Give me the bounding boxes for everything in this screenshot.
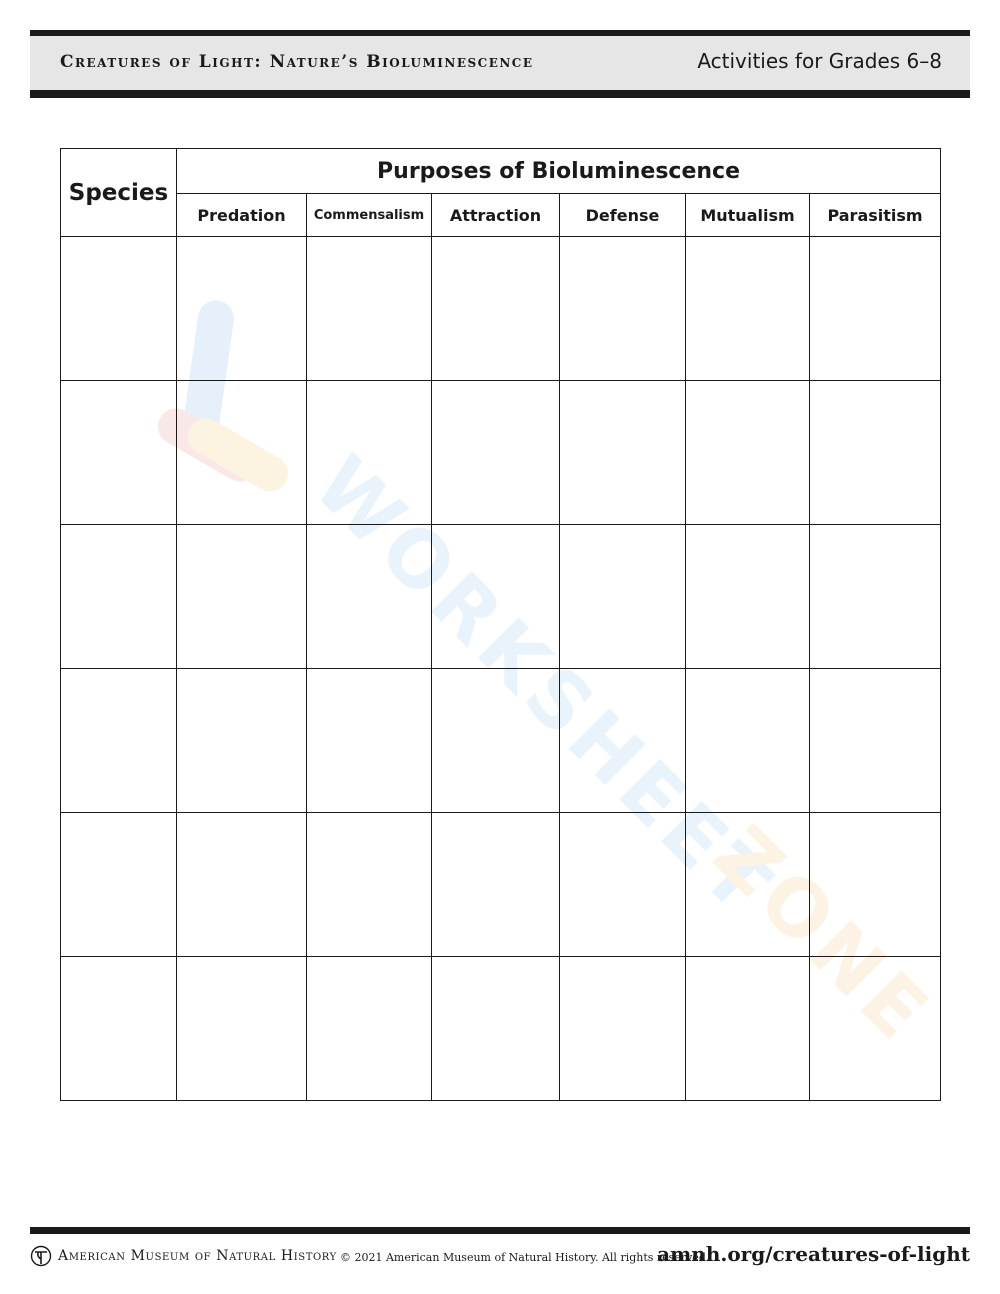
table-row	[61, 957, 941, 1101]
table-row	[61, 237, 941, 381]
answer-cell[interactable]	[432, 669, 560, 813]
answer-cell[interactable]	[177, 957, 307, 1101]
species-cell[interactable]	[61, 669, 177, 813]
answer-cell[interactable]	[560, 957, 686, 1101]
column-header-parasitism: Parasitism	[810, 194, 941, 237]
answer-cell[interactable]	[432, 381, 560, 525]
species-cell[interactable]	[61, 381, 177, 525]
answer-cell[interactable]	[432, 237, 560, 381]
answer-cell[interactable]	[560, 813, 686, 957]
answer-cell[interactable]	[810, 525, 941, 669]
answer-cell[interactable]	[307, 669, 432, 813]
column-header-mutualism: Mutualism	[686, 194, 810, 237]
page-header	[30, 30, 970, 98]
answer-cell[interactable]	[177, 237, 307, 381]
answer-cell[interactable]	[307, 813, 432, 957]
column-header-defense: Defense	[560, 194, 686, 237]
species-header: Species	[61, 149, 177, 237]
table-body	[61, 237, 941, 1101]
header-title: Creatures of Light: Nature’s Bioluminescence	[60, 52, 534, 72]
header-grade: Activities for Grades 6–8	[697, 49, 942, 73]
answer-cell[interactable]	[686, 669, 810, 813]
column-header-predation: Predation	[177, 194, 307, 237]
answer-cell[interactable]	[177, 381, 307, 525]
answer-cell[interactable]	[177, 669, 307, 813]
answer-cell[interactable]	[686, 525, 810, 669]
answer-cell[interactable]	[810, 381, 941, 525]
answer-cell[interactable]	[560, 381, 686, 525]
answer-cell[interactable]	[686, 813, 810, 957]
answer-cell[interactable]	[307, 237, 432, 381]
copyright-notice: © 2021 American Museum of Natural History. All rights reserved.	[340, 1251, 710, 1264]
answer-cell[interactable]	[177, 813, 307, 957]
website-link[interactable]: amnh.org/creatures-of-light	[657, 1242, 970, 1266]
answer-cell[interactable]	[810, 669, 941, 813]
answer-cell[interactable]	[432, 813, 560, 957]
answer-cell[interactable]	[810, 957, 941, 1101]
table-row	[61, 813, 941, 957]
species-cell[interactable]	[61, 525, 177, 669]
table-row	[61, 525, 941, 669]
museum-name: American Museum of Natural History	[58, 1248, 337, 1264]
answer-cell[interactable]	[686, 237, 810, 381]
footer-rule	[30, 1227, 970, 1234]
amnh-logo-icon	[30, 1245, 52, 1267]
answer-cell[interactable]	[686, 957, 810, 1101]
answer-cell[interactable]	[307, 957, 432, 1101]
species-cell[interactable]	[61, 237, 177, 381]
answer-cell[interactable]	[560, 237, 686, 381]
svg-text:WORKSHEET: WORKSHEET	[296, 439, 791, 934]
answer-cell[interactable]	[810, 813, 941, 957]
bioluminescence-table	[60, 148, 941, 1101]
column-header-commensalism: Commensalism	[307, 194, 432, 237]
table-row	[61, 669, 941, 813]
answer-cell[interactable]	[307, 381, 432, 525]
table-row	[61, 381, 941, 525]
answer-cell[interactable]	[560, 525, 686, 669]
purposes-header: Purposes of Bioluminescence	[177, 149, 941, 194]
answer-cell[interactable]	[432, 525, 560, 669]
answer-cell[interactable]	[432, 957, 560, 1101]
answer-cell[interactable]	[560, 669, 686, 813]
column-header-attraction: Attraction	[432, 194, 560, 237]
answer-cell[interactable]	[810, 237, 941, 381]
answer-cell[interactable]	[307, 525, 432, 669]
svg-text:ZONE: ZONE	[696, 809, 948, 1062]
footer-logo	[30, 1245, 337, 1267]
answer-cell[interactable]	[686, 381, 810, 525]
species-cell[interactable]	[61, 813, 177, 957]
species-cell[interactable]	[61, 957, 177, 1101]
answer-cell[interactable]	[177, 525, 307, 669]
